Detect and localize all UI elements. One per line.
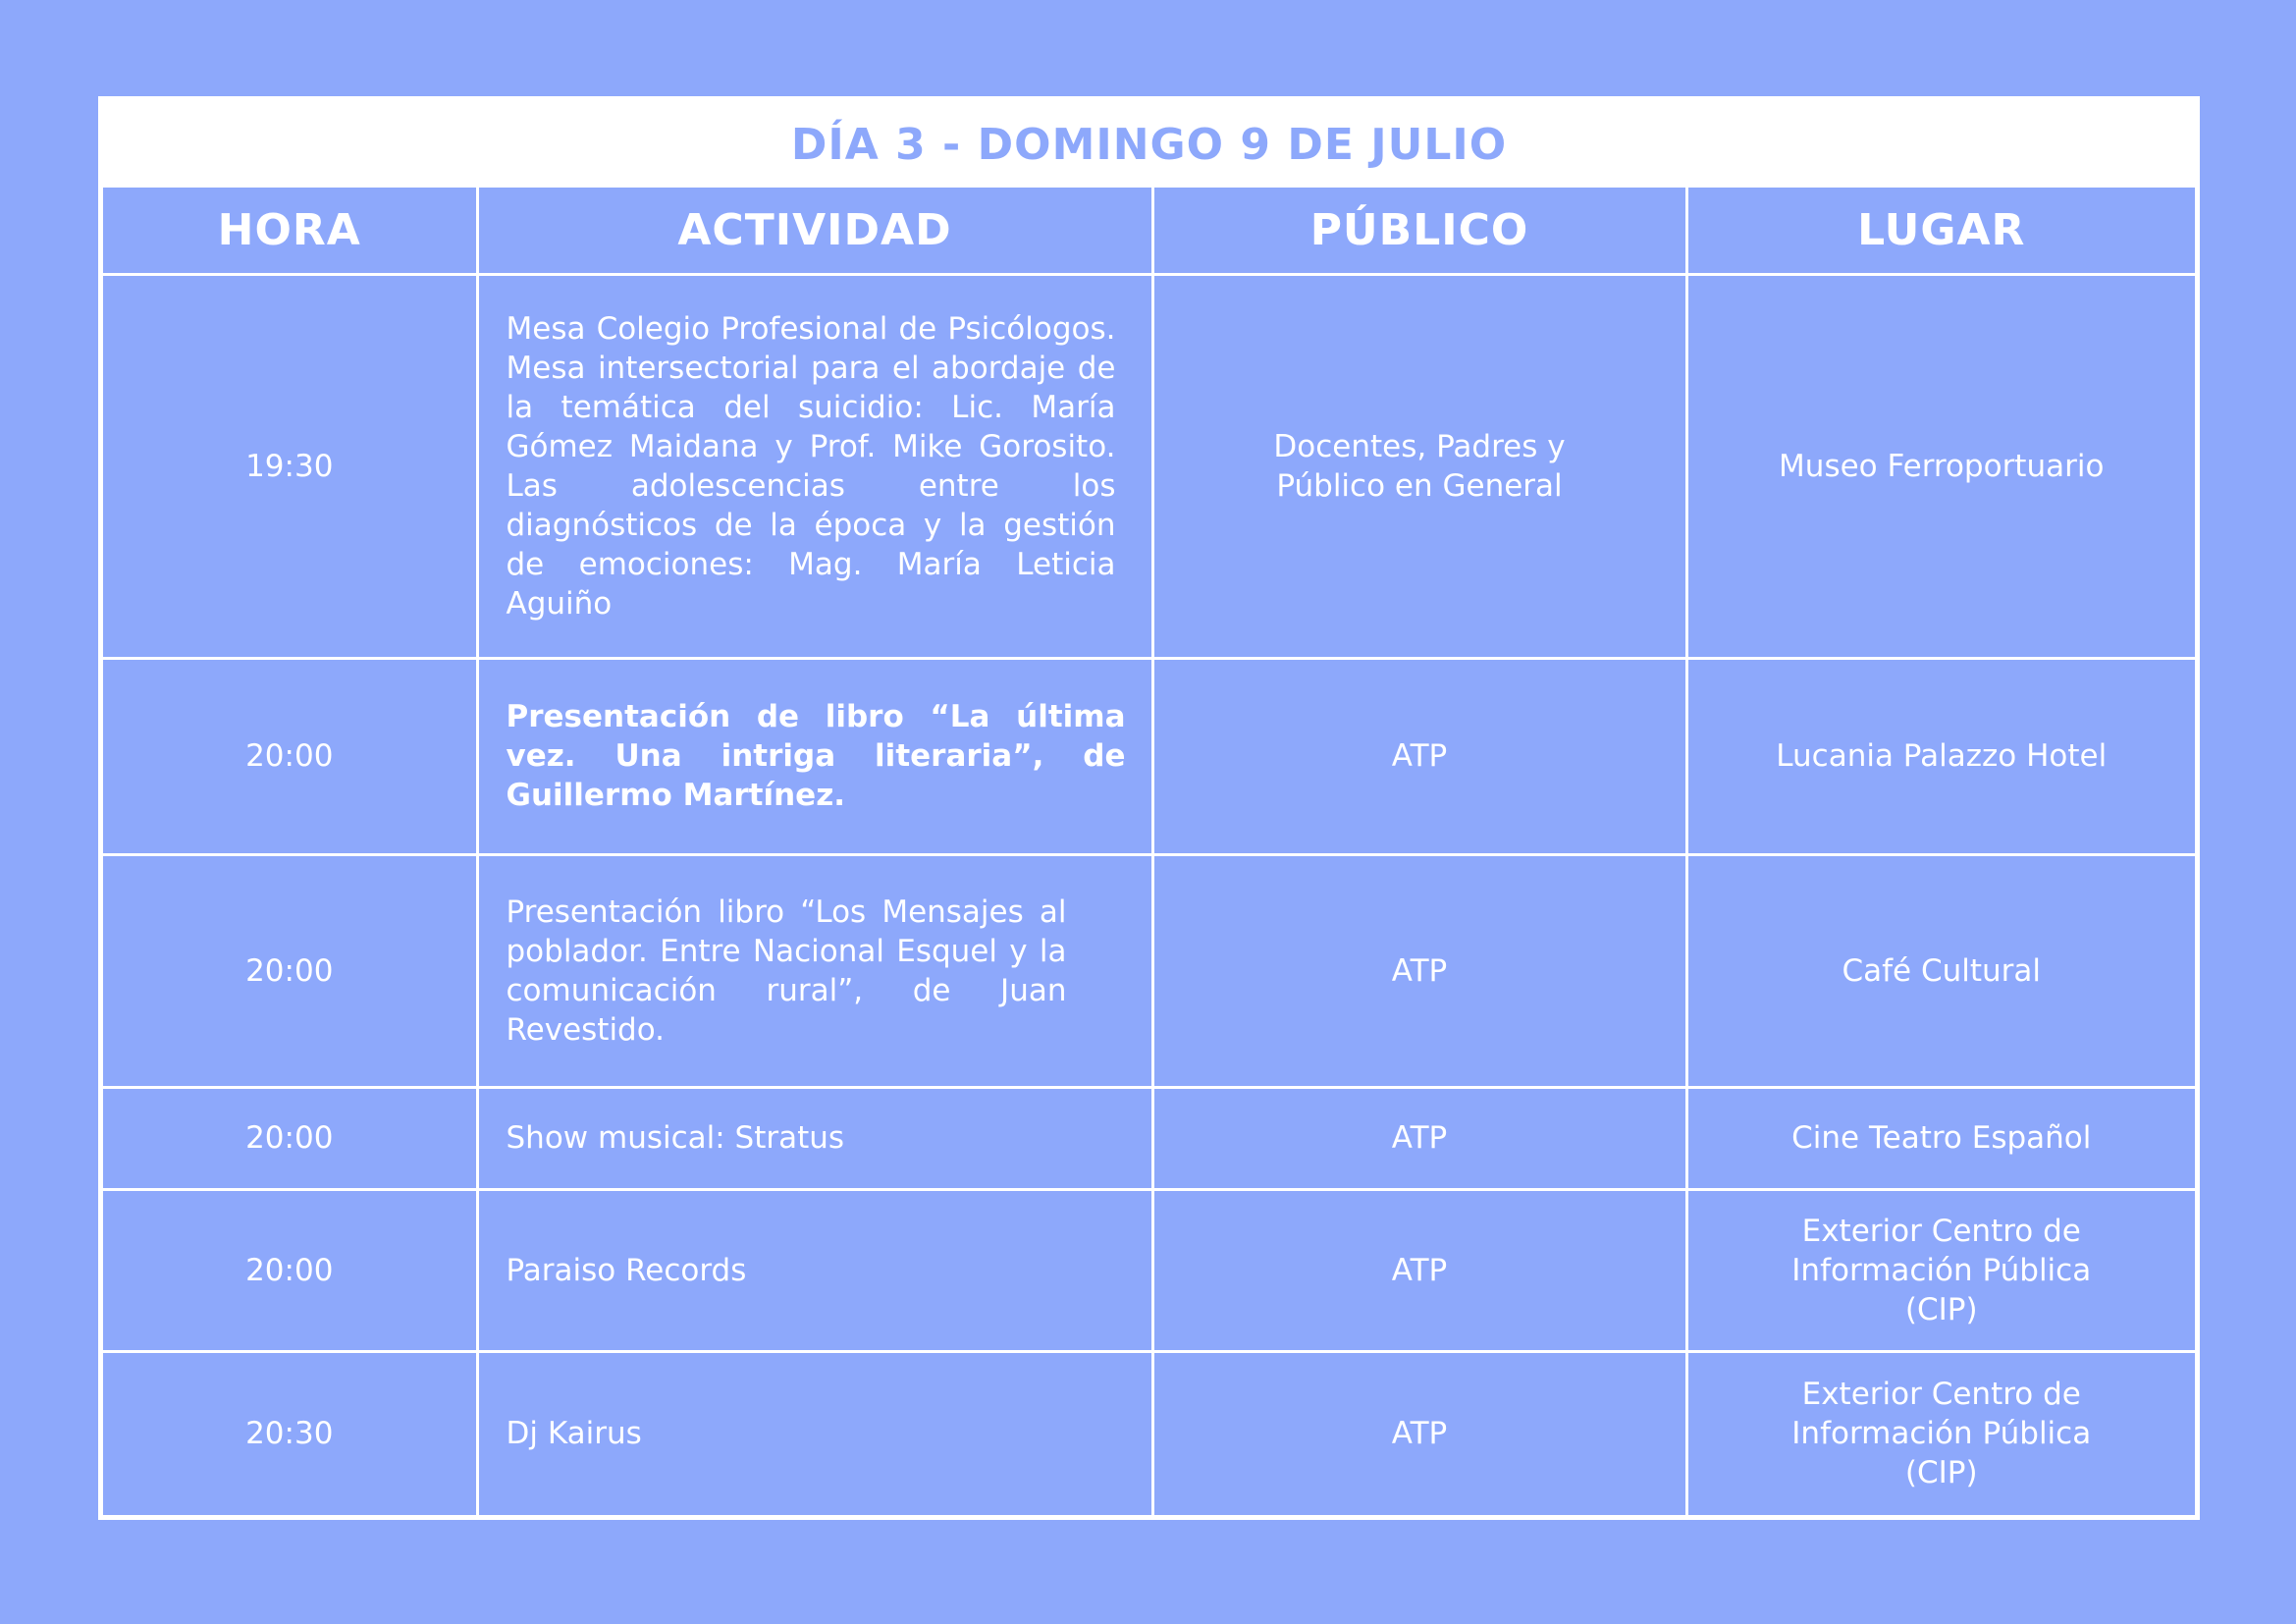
header-actividad: ACTIVIDAD [477, 188, 1152, 274]
schedule-table [103, 188, 2195, 1515]
header-row [103, 188, 2195, 274]
table-row [103, 1351, 2195, 1515]
hora-cell: 20:30 [103, 1351, 477, 1515]
actividad-cell [477, 1087, 1152, 1189]
lugar-text: Exterior Centro de Información Pública (CIP) [1791, 1213, 2092, 1327]
lugar-cell: Café Cultural [1686, 854, 2195, 1087]
publico-cell: ATP [1152, 658, 1686, 854]
actividad-text: Mesa Colegio Profesional de Psicólogos. Mesa intersectorial para el abordaje de la temática del suicidio: Lic. María Gómez Maidana y Prof. Mike Gorosito. Las adolescencias entre los diagnósticos de la época y la gestión de emociones: Mag. María Leticia Aguiño [506, 310, 1116, 622]
lugar-cell: Museo Ferroportuario [1686, 274, 2195, 658]
table-row [103, 274, 2195, 658]
actividad-cell [477, 1189, 1152, 1351]
table-row [103, 1189, 2195, 1351]
actividad-text: Presentación libro “Los Mensajes al poblador. Entre Nacional Esquel y la comunicación rural”, de Juan Revestido. [506, 893, 1067, 1048]
header-publico: PÚBLICO [1152, 188, 1686, 274]
actividad-text: Presentación de libro “La última vez. Una intriga literaria”, de Guillermo Martínez. [506, 699, 1126, 813]
lugar-text: Exterior Centro de Información Pública (CIP) [1791, 1377, 2092, 1491]
publico-cell: ATP [1152, 1189, 1686, 1351]
publico-cell [1152, 274, 1686, 658]
lugar-cell [1686, 1189, 2195, 1351]
publico-cell: ATP [1152, 1087, 1686, 1189]
actividad-cell [477, 854, 1152, 1087]
actividad-text: Paraiso Records [506, 1252, 747, 1288]
hora-cell: 20:00 [103, 1189, 477, 1351]
table-row [103, 658, 2195, 854]
table-row [103, 854, 2195, 1087]
hora-cell: 20:00 [103, 1087, 477, 1189]
hora-cell: 20:00 [103, 658, 477, 854]
actividad-text: Show musical: Stratus [506, 1120, 845, 1156]
actividad-cell [477, 274, 1152, 658]
lugar-cell [1686, 1351, 2195, 1515]
actividad-cell [477, 658, 1152, 854]
publico-text: Docentes, Padres y Público en General [1273, 428, 1566, 504]
schedule-table-frame [98, 96, 2200, 1520]
schedule-title: DÍA 3 - DOMINGO 9 DE JULIO [103, 101, 2195, 188]
table-row [103, 1087, 2195, 1189]
lugar-cell: Cine Teatro Español [1686, 1087, 2195, 1189]
publico-cell: ATP [1152, 1351, 1686, 1515]
header-lugar: LUGAR [1686, 188, 2195, 274]
actividad-cell [477, 1351, 1152, 1515]
publico-cell: ATP [1152, 854, 1686, 1087]
hora-cell: 19:30 [103, 274, 477, 658]
lugar-cell: Lucania Palazzo Hotel [1686, 658, 2195, 854]
header-hora: HORA [103, 188, 477, 274]
hora-cell: 20:00 [103, 854, 477, 1087]
actividad-text: Dj Kairus [506, 1416, 642, 1452]
